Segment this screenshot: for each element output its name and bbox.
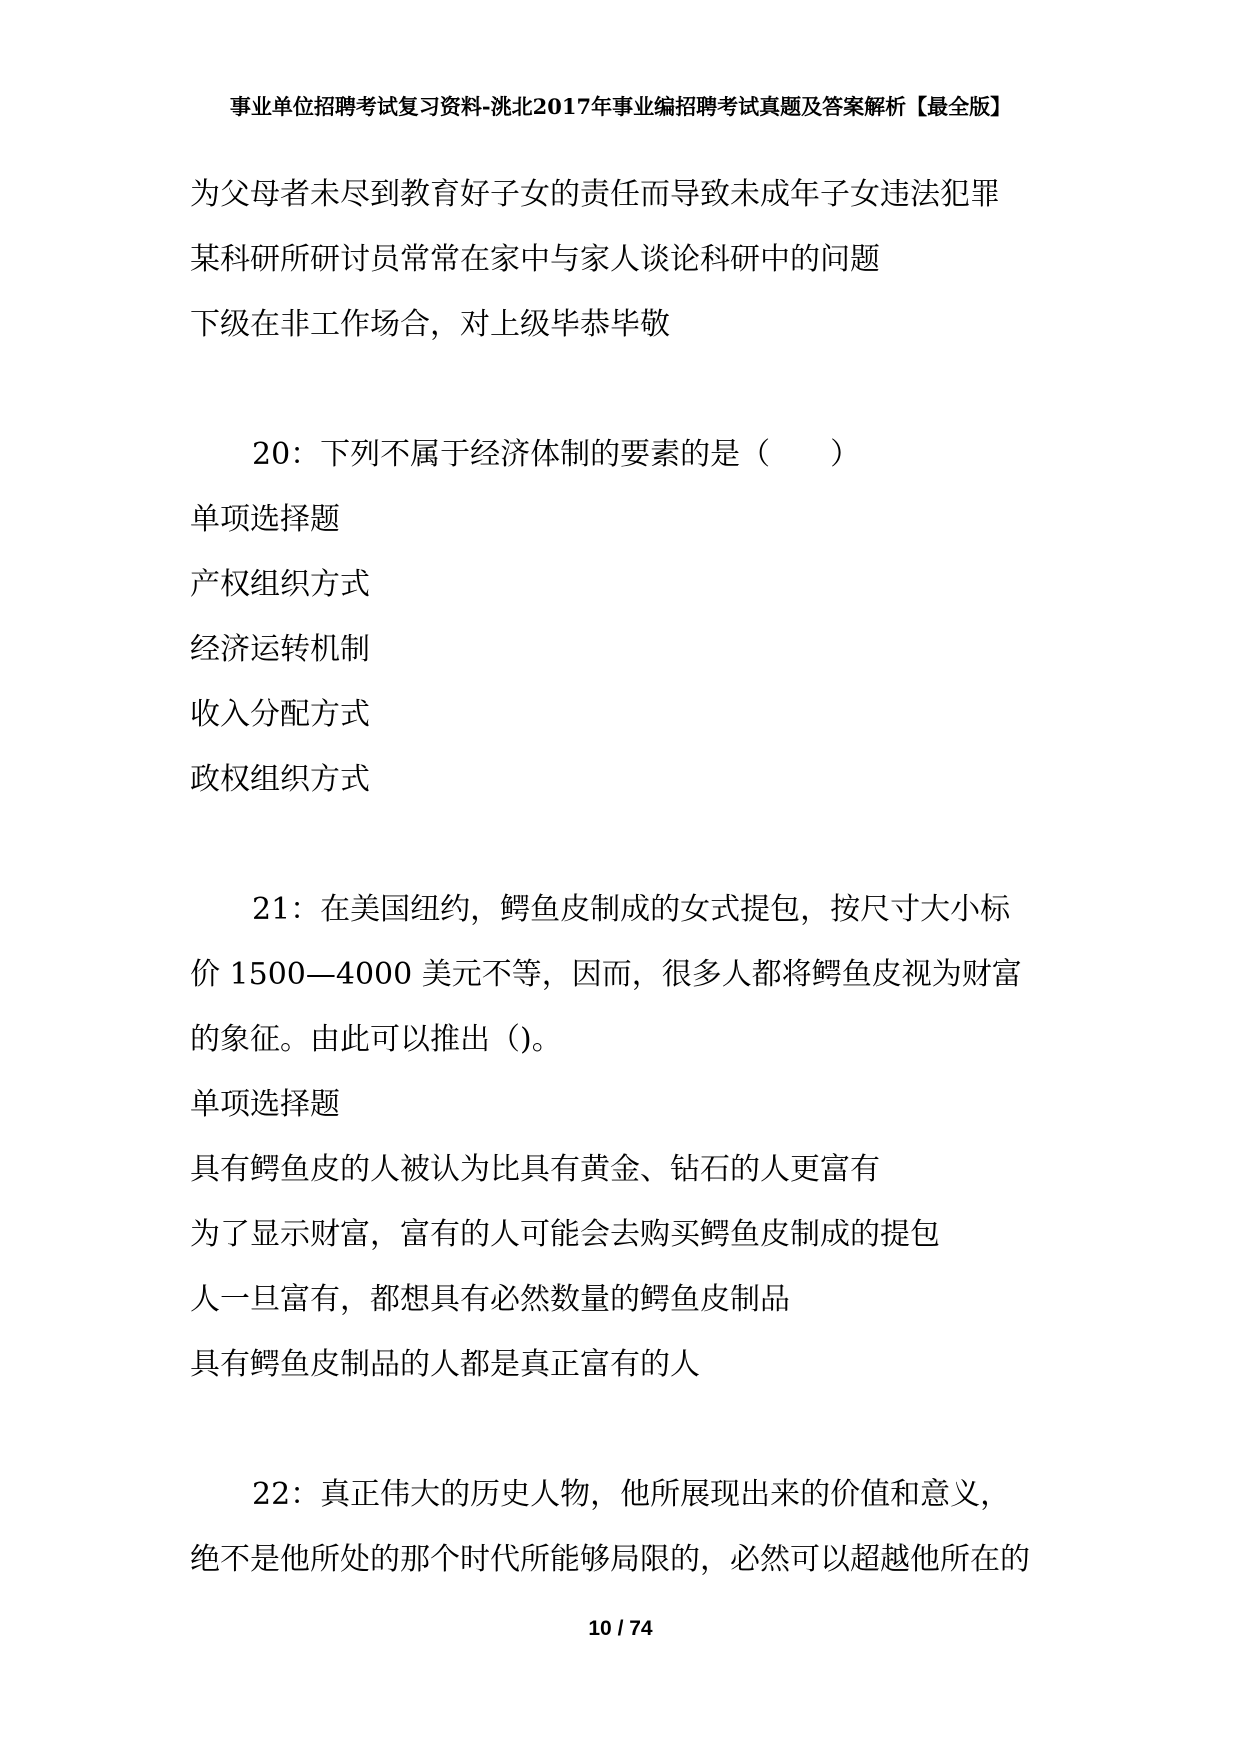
q21-option-3: 人一旦富有，都想具有必然数量的鳄鱼皮制品 [190, 1282, 790, 1317]
q21-option-4: 具有鳄鱼皮制品的人都是真正富有的人 [190, 1347, 700, 1382]
q20-option-1: 产权组织方式 [190, 567, 370, 602]
document-body [190, 162, 1070, 1592]
q21-type: 单项选择题 [190, 1087, 340, 1122]
q21-stem-line-1: 21：在美国纽约，鳄鱼皮制成的女式提包，按尺寸大小标 [252, 892, 1011, 927]
q20-stem: 20：下列不属于经济体制的要素的是（ ） [252, 437, 861, 472]
page-header: 事业单位招聘考试复习资料-洮北2017年事业编招聘考试真题及答案解析【最全版】 [229, 94, 1012, 119]
q20-option-3: 收入分配方式 [190, 697, 370, 732]
spacer [190, 812, 1070, 877]
q21-option-1: 具有鳄鱼皮的人被认为比具有黄金、钻石的人更富有 [190, 1152, 880, 1187]
spacer [190, 1397, 1070, 1462]
spacer [190, 357, 1070, 422]
intro-line-2: 某科研所研讨员常常在家中与家人谈论科研中的问题 [190, 242, 880, 277]
q20-option-2: 经济运转机制 [190, 632, 370, 667]
q20-option-4: 政权组织方式 [190, 762, 370, 797]
q21-stem-line-2: 价 1500—4000 美元不等，因而，很多人都将鳄鱼皮视为财富 [190, 957, 1022, 992]
q21-option-2: 为了显示财富，富有的人可能会去购买鳄鱼皮制成的提包 [190, 1217, 940, 1252]
intro-line-1: 为父母者未尽到教育好子女的责任而导致未成年子女违法犯罪 [190, 177, 1000, 212]
q20-type: 单项选择题 [190, 502, 340, 537]
page-number: 10 / 74 [588, 1617, 653, 1640]
intro-line-3: 下级在非工作场合，对上级毕恭毕敬 [190, 307, 670, 342]
q21-stem-line-3: 的象征。由此可以推出（)。 [190, 1022, 562, 1057]
q22-stem-line-1: 22：真正伟大的历史人物，他所展现出来的价值和意义， [252, 1477, 1011, 1512]
q22-stem-line-2: 绝不是他所处的那个时代所能够局限的，必然可以超越他所在的 [190, 1542, 1030, 1577]
